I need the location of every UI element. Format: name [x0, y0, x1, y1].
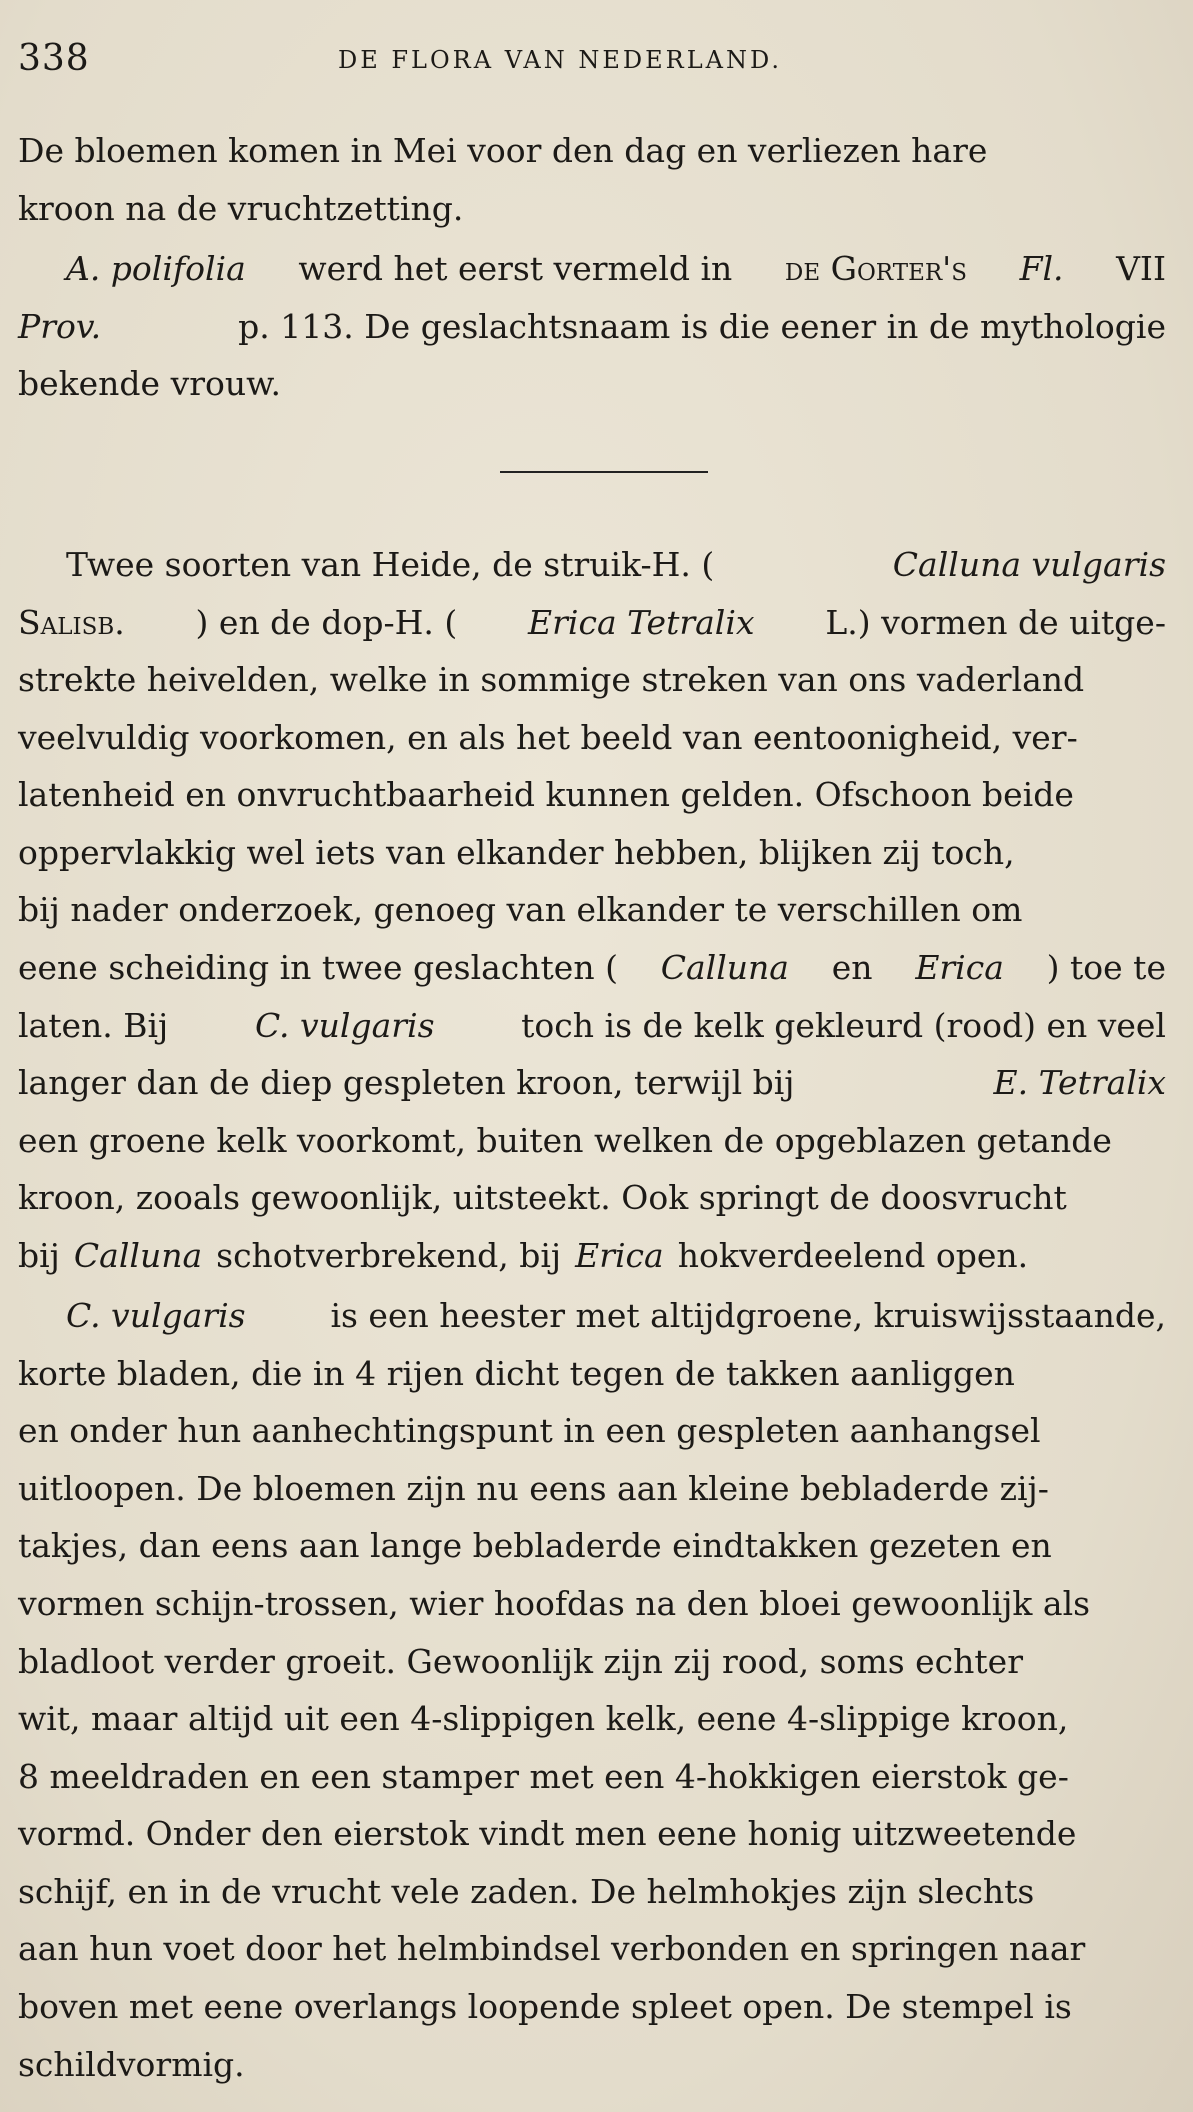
- text-line: [18, 1232, 1166, 1280]
- text-line: [18, 1002, 1166, 1050]
- text-span: kroon na de vruchtzetting.: [18, 189, 464, 228]
- text-line: [18, 1522, 1166, 1570]
- running-header: [18, 38, 1168, 88]
- text-span: p. 113. De geslachtsnaam is die eener in de mythologie: [238, 307, 1166, 346]
- text-line: [18, 1868, 1166, 1916]
- text-line: [18, 1350, 1166, 1398]
- text-span: ) toe te: [1046, 948, 1166, 987]
- text-line: [18, 1983, 1166, 2031]
- text-span: vormen schijn-trossen, wier hoofdas na den bloei gewoonlijk als: [18, 1584, 1091, 1623]
- text-span: boven met eene overlangs loopende spleet open. De stempel is: [18, 1987, 1072, 2026]
- text-span: bij: [18, 1236, 60, 1275]
- text-span: kroon, zooals gewoonlijk, uitsteekt. Ook springt de doosvrucht: [18, 1178, 1067, 1217]
- text-line: [18, 1465, 1166, 1513]
- text-span: bladloot verder groeit. Gewoonlijk zijn zij rood, soms echter: [18, 1642, 1023, 1681]
- text-line: [66, 541, 1166, 589]
- text-line: [18, 1117, 1166, 1165]
- text-line: [18, 1925, 1166, 1973]
- author-name: Salisb.: [18, 603, 125, 642]
- text-line: [18, 1695, 1166, 1743]
- text-span: L.) vormen de uitge-: [825, 603, 1166, 642]
- text-line: [66, 245, 1166, 293]
- text-span: werd het eerst vermeld in: [298, 249, 733, 288]
- text-span: oppervlakkig wel iets van elkander hebben, blijken zij toch,: [18, 833, 1015, 872]
- species-name: C. vulgaris: [254, 1006, 435, 1045]
- text-span: De bloemen komen in Mei voor den dag en verliezen hare: [18, 131, 988, 170]
- genus-name: Calluna: [660, 948, 789, 987]
- text-span: uitloopen. De bloemen zijn nu eens aan kleine bebladerde zij-: [18, 1469, 1049, 1508]
- genus-name: Erica: [575, 1236, 664, 1275]
- text-line: [18, 714, 1166, 762]
- text-line: [18, 127, 1166, 175]
- species-name: C. vulgaris: [66, 1296, 246, 1335]
- text-line: [18, 944, 1166, 992]
- author-name: de Gorter's: [784, 249, 968, 288]
- page-number: 338: [18, 38, 90, 79]
- text-line: [18, 771, 1166, 819]
- section-divider: [500, 471, 708, 473]
- text-span: wit, maar altijd uit een 4-slippigen kelk, eene 4-slippige kroon,: [18, 1699, 1069, 1738]
- text-line: [18, 1638, 1166, 1686]
- text-span: ) en de dop-H. (: [195, 603, 458, 642]
- text-line: [18, 599, 1166, 647]
- text-line: [18, 1810, 1166, 1858]
- text-line: [18, 185, 1166, 233]
- text-line: [66, 1292, 1166, 1340]
- text-line: [18, 656, 1166, 704]
- text-line: [18, 360, 1166, 408]
- species-name: Calluna vulgaris: [892, 545, 1166, 584]
- text-span: bekende vrouw.: [18, 364, 281, 403]
- text-line: [18, 1059, 1166, 1107]
- text-span: 8 meeldraden en een stamper met een 4-hokkigen eierstok ge-: [18, 1757, 1069, 1796]
- species-name: Erica Tetralix: [528, 603, 755, 642]
- species-name: E. Tetralix: [993, 1063, 1166, 1102]
- text-span: en: [831, 948, 873, 987]
- running-title: DE FLORA VAN NEDERLAND.: [338, 46, 782, 74]
- text-line: [18, 886, 1166, 934]
- text-span: een groene kelk voorkomt, buiten welken de opgeblazen getande: [18, 1121, 1112, 1160]
- text-span: toch is de kelk gekleurd (rood) en veel: [521, 1006, 1166, 1045]
- text-line: [18, 1580, 1166, 1628]
- text-span: en onder hun aanhechtingspunt in een gespleten aanhangsel: [18, 1411, 1041, 1450]
- text-span: schotverbrekend, bij: [216, 1236, 562, 1275]
- text-span: korte bladen, die in 4 rijen dicht tegen de takken aanliggen: [18, 1354, 1015, 1393]
- text-line: [18, 303, 1166, 351]
- text-span: VII: [1116, 249, 1166, 288]
- text-span: latenheid en onvruchtbaarheid kunnen gelden. Ofschoon beide: [18, 775, 1074, 814]
- title-abbrev: Prov.: [18, 307, 102, 346]
- text-span: takjes, dan eens aan lange bebladerde eindtakken gezeten en: [18, 1526, 1052, 1565]
- text-span: strekte heivelden, welke in sommige streken van ons vaderland: [18, 660, 1085, 699]
- text-line: [18, 1753, 1166, 1801]
- text-span: laten. Bij: [18, 1006, 169, 1045]
- text-span: hokverdeelend open.: [677, 1236, 1029, 1275]
- text-line: [18, 2041, 1166, 2089]
- text-span: langer dan de diep gespleten kroon, terwijl bij: [18, 1063, 795, 1102]
- text-span: veelvuldig voorkomen, en als het beeld van eentoonigheid, ver-: [18, 718, 1078, 757]
- text-span: bij nader onderzoek, genoeg van elkander te verschillen om: [18, 890, 1023, 929]
- text-line: [18, 829, 1166, 877]
- text-span: aan hun voet door het helmbindsel verbonden en springen naar: [18, 1929, 1086, 1968]
- text-span: is een heester met altijdgroene, kruiswijsstaande,: [330, 1296, 1166, 1335]
- text-line: [18, 1407, 1166, 1455]
- genus-name: Erica: [915, 948, 1004, 987]
- text-line: [18, 1174, 1166, 1222]
- text-span: schijf, en in de vrucht vele zaden. De helmhokjes zijn slechts: [18, 1872, 1035, 1911]
- text-span: eene scheiding in twee geslachten (: [18, 948, 618, 987]
- text-span: schildvormig.: [18, 2045, 245, 2084]
- species-name: A. polifolia: [66, 249, 246, 288]
- text-span: vormd. Onder den eierstok vindt men eene honig uitzweetende: [18, 1814, 1077, 1853]
- text-span: Twee soorten van Heide, de struik-H. (: [66, 545, 715, 584]
- genus-name: Calluna: [73, 1236, 203, 1275]
- title-abbrev: Fl.: [1019, 249, 1064, 288]
